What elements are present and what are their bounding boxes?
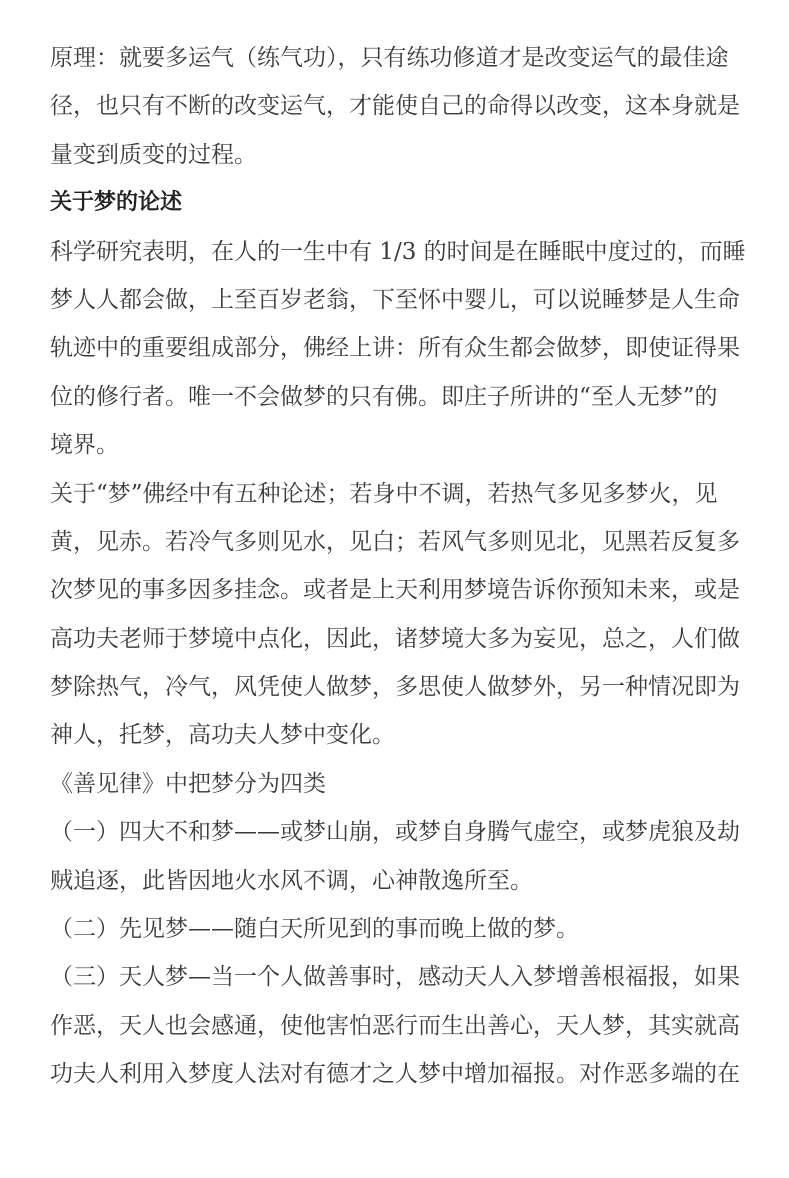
text-line: 科学研究表明，在人的一生中有 1/3 的时间是在睡眠中度过的，而睡: [50, 238, 746, 265]
text-line: 梦除热气，冷气，风凭使人做梦，多思使人做梦外，另一种情况即为: [50, 674, 740, 701]
text-line: （二）先见梦——随白天所见到的事而晚上做的梦。: [50, 916, 579, 943]
document-page: [50, 38, 746, 1103]
text-line: 梦人人都会做，上至百岁老翁，下至怀中婴儿，可以说睡梦是人生命: [50, 286, 740, 313]
text-line: （一）四大不和梦——或梦山崩，或梦自身腾气虚空，或梦虎狼及劫: [50, 819, 740, 846]
text-line: 黄，见赤。若冷气多则见水，见白；若风气多则见北，见黑若反复多: [50, 528, 740, 555]
text-line: （三）天人梦—当一个人做善事时，感动天人入梦增善根福报，如果: [50, 964, 740, 991]
text-line: 《善见律》中把梦分为四类: [50, 770, 326, 797]
text-line: 贼追逐，此皆因地火水风不调，心神散逸所至。: [50, 867, 533, 894]
text-line: 原理：就要多运气（练气功），只有练功修道才是改变运气的最佳途: [50, 45, 729, 71]
section-heading: 关于梦的论述: [50, 190, 183, 216]
text-line: 位的修行者。唯一不会做梦的只有佛。即庄子所讲的“至人无梦”的: [50, 383, 718, 410]
text-line: 轨迹中的重要组成部分，佛经上讲：所有众生都会做梦，即使证得果: [50, 335, 740, 362]
text-line: 神人，托梦，高功夫人梦中变化。: [50, 722, 395, 749]
text-line: 功夫人利用入梦度人法对有德才之人梦中增加福报。对作恶多端的在: [50, 1061, 740, 1088]
text-line: 境界。: [50, 432, 119, 459]
text-line: 高功夫老师于梦境中点化，因此，诸梦境大多为妄见，总之，人们做: [50, 625, 740, 652]
text-line: 径，也只有不断的改变运气，才能使自己的命得以改变，这本身就是: [50, 93, 740, 120]
text-line: 次梦见的事多因多挂念。或者是上天利用梦境告诉你预知未来，或是: [50, 577, 740, 604]
text-line: 作恶，天人也会感通，使他害怕恶行而生出善心，天人梦，其实就高: [50, 1012, 740, 1039]
text-line: 关于“梦”佛经中有五种论述；若身中不调，若热气多见多梦火，见: [50, 480, 718, 507]
text-line: 量变到质变的过程。: [50, 141, 257, 168]
